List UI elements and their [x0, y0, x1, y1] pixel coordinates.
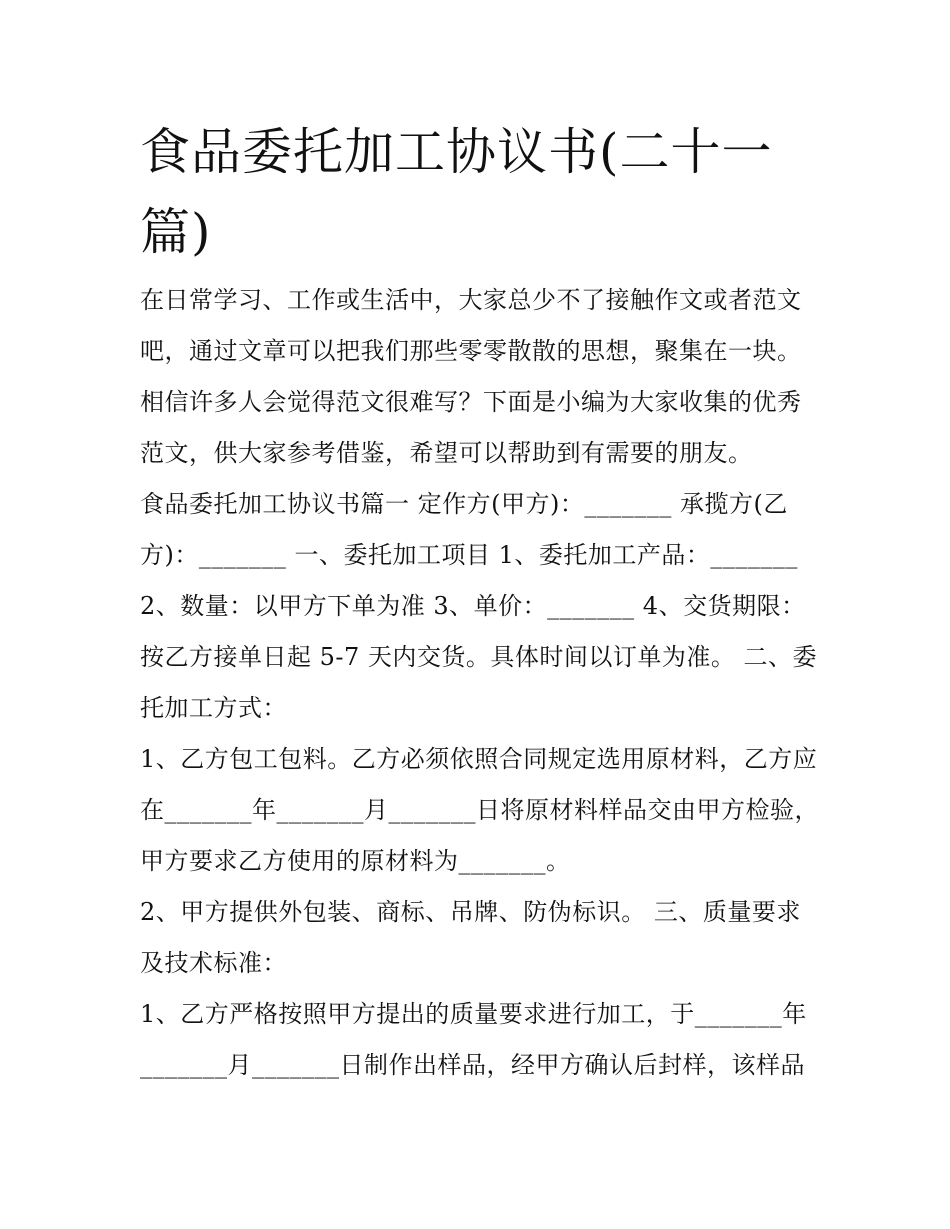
document-body: [140, 275, 820, 1091]
agreement-paragraph: 食品委托加工协议书篇一 定作方(甲方)：_______ 承揽方(乙方)：_______ 一、委托加工项目 1、委托加工产品：_______ 2、数量：以甲方下单为准 3、单价：_______ 4、交货期限：按乙方接单日起 5-7 天内交货。具体时间以订单为准。 二、委托加工方式：: [140, 490, 818, 722]
clause-paragraph: 1、乙方包工包料。乙方必须依照合同规定选用原材料，乙方应在_______年_______月_______日将原材料样品交由甲方检验，甲方要求乙方使用的原材料为_______。: [140, 745, 819, 875]
document-title: 食品委托加工协议书(二十一篇): [140, 123, 773, 261]
clause-paragraph: 2、甲方提供外包装、商标、吊牌、防伪标识。 三、质量要求及技术标准：: [140, 898, 801, 977]
intro-paragraph: 在日常学习、工作或生活中，大家总少不了接触作文或者范文吧，通过文章可以把我们那些零零散散的思想，聚集在一块。相信许多人会觉得范文很难写？下面是小编为大家收集的优秀范文，供大家参考借鉴，希望可以帮助到有需要的朋友。: [140, 286, 802, 467]
clause-paragraph: 1、乙方严格按照甲方提出的质量要求进行加工，于_______年_______月_______日制作出样品，经甲方确认后封样，该样品: [140, 1000, 807, 1079]
